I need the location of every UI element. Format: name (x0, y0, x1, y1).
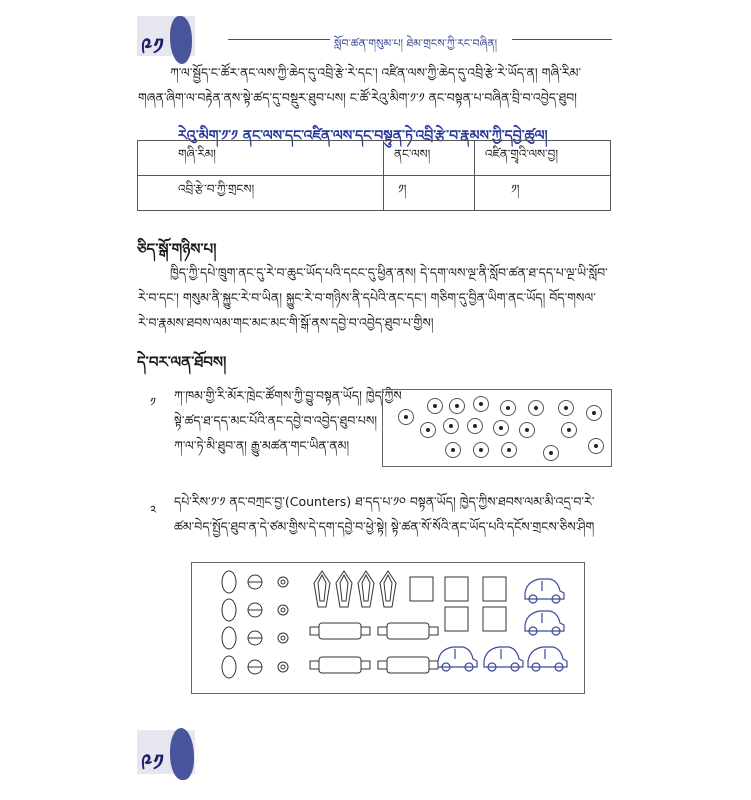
section1-line-1: ཁྱིད་ཀྱི་དཔེ་ཁྲུག་ནང་དུ་རེ་བ་ཆུང་ཡོད་པའི་དངང་དུ་ཕྱིན་ནས། དེ་དག་ལས་ལྔ་ནི་སློབ་ཚན་ཐ་དད་པ་ལྔ་ཡི་སློབ་ (170, 265, 608, 280)
table-cell: ༡། (384, 176, 475, 211)
exercise-number: ༡ (150, 395, 156, 409)
bead (420, 422, 436, 438)
table-cell: འཛིན་གྲྭའི་ལས་བྱ། (475, 141, 611, 176)
counters-drawing (192, 563, 584, 693)
exercise1-line-2: སྟེ་ཚད་ཐ་དད་མང་པོའི་ནང་དབྱེ་བ་འབྱེད་ཐུབ་པས། (174, 413, 378, 428)
exercise2-line-1: དཔེ་རིས་༡་༡ ནང་བཀྲང་བྱ་(Counters) ཐ་དད་པ་༡༠ བསྟན་ཡོད། ཁྱེད་ཀྱིས་ཐབས་ལམ་མི་འདྲ་བ་རེ་ (174, 494, 595, 509)
intro-line-2: གཞན་ཞིག་ལ་བརྟེན་ནས་སྟེ་ཚད་དུ་བསྡུར་ཐུབ་པས། ང་ཚོ་རེའུ་མིག་༡་༡ ནང་བསྟན་པ་བཞིན་བྲི་བ་འབྱེད་ཐུབ། (138, 90, 577, 105)
classification-table (137, 140, 611, 211)
counter-disc (222, 571, 236, 593)
counter-rod (378, 657, 438, 673)
bead (467, 418, 483, 434)
counter-square (445, 577, 468, 601)
counter-rod (310, 623, 370, 639)
table-row (138, 176, 611, 211)
decorative-figure (170, 16, 192, 64)
exercise2-line-2: ཚམ་བེད་སྤྱོད་ཐུབ་ན་དེ་ཙམ་གྱིས་དེ་དག་དབྱེ་བ་ཕྱེ་སྟེ། སྟེ་ཚན་སོ་སོའི་ནང་ཡོད་པའི་དངོས་གྲངས་ཅིས་ཤིག (174, 519, 595, 534)
bead (588, 438, 604, 454)
counter-square (410, 577, 433, 601)
counters-figure (191, 562, 585, 694)
running-title: སློབ་ཚན་གསུམ་པ། ཐེམ་གྲངས་ཀྱི་རང་བཞིན། (334, 37, 498, 50)
counter-disc (222, 627, 236, 649)
page-number: ༩༡ (141, 34, 165, 60)
counter-ring (278, 633, 288, 643)
bead (398, 409, 414, 425)
bead (500, 400, 516, 416)
beads-figure (382, 389, 612, 467)
bead (519, 422, 535, 438)
counter-disc (222, 656, 236, 678)
counter-square (483, 577, 506, 601)
header-rule-left (228, 39, 330, 40)
counter-car (438, 647, 477, 671)
section1-line-2: རེ་བ་དང་། གསུམ་ནི་སྐྱུང་རེ་བ་ཡིན། སྐྱུང་རེ་བ་གཉིས་ནི་དཔེའི་ནང་དང་། གཅིག་དུ་བྱིན་ཡིག་ནང་ཡོད། བོད་གསལ་ (138, 290, 596, 305)
intro-line-1: ཀ་ལ་སྦྱོད་ང་ཚོར་ནང་ལས་ཀྱི་ཆེད་དུ་འབྲི་རྩེ་རེ་དང་། འཛིན་ལས་ཀྱི་ཆེད་དུ་འབྲི་རྩེ་རེ་ཡོད་ན། གཞི་རིམ་ (170, 65, 582, 80)
bead (473, 396, 489, 412)
counter-rod (310, 657, 370, 673)
counter-square (445, 607, 468, 631)
counter-ring (278, 577, 288, 587)
bead (501, 442, 517, 458)
counter-gem (358, 571, 374, 607)
counter-disc (222, 599, 236, 621)
bead (558, 400, 574, 416)
table-title: རེའུ་མིག་༡་༡ ནང་ལས་དང་འཛིན་ལས་དང་བསྟུན་ཏེ་འབྲི་རྩེ་བ་རྣམས་ཀྱི་དབྱེ་ཚུལ། (178, 128, 548, 144)
bead (427, 398, 443, 414)
header-rule-right (512, 39, 612, 40)
table-cell: གཞི་རིམ། (138, 141, 384, 176)
counter-gem (314, 571, 330, 607)
section-heading: ཅིད་སྒོ་གཉིས་པ། (137, 240, 217, 258)
exercise1-line-3: ཀ་ལ་ཏེ་མི་ཐུབ་ན། རྒྱུ་མཚན་གང་ཡིན་ནམ། (174, 438, 350, 453)
exercise-number: ༢ (150, 503, 157, 517)
bead (586, 405, 602, 421)
counter-square (483, 607, 506, 631)
counter-car (484, 647, 523, 671)
bead (443, 418, 459, 434)
section1-line-3: རེ་བ་རྣམས་ཐབས་ལམ་གང་མང་མང་གི་སྒོ་ནས་དབྱེ་བ་འབྱེད་ཐུབ་པ་གྱིས། (138, 315, 434, 330)
counter-ring (278, 662, 288, 672)
section-heading: དེ་བར་ལན་ཐོབས། (137, 353, 227, 371)
counter-rod (378, 623, 438, 639)
bead (449, 398, 465, 414)
counter-gem (336, 571, 352, 607)
bead (543, 445, 559, 461)
counter-gem (380, 571, 396, 607)
table-header-row (138, 141, 611, 176)
counter-ring (278, 605, 288, 615)
bead (445, 442, 461, 458)
exercise1-line-1: ཀ་ཁམ་གྱི་རི་མོར་ཁྲེང་ཚོགས་ཀྱི་བྱུ་བསྟན་ཡོད། ཁྱེད་ཀྱིས (174, 388, 402, 403)
table-cell: ནང་ལས། (384, 141, 475, 176)
bead (528, 400, 544, 416)
counter-car (525, 579, 564, 603)
counter-car (525, 611, 564, 635)
bead (473, 442, 489, 458)
table-cell: ༡། (475, 176, 611, 211)
table-cell: འབྲི་རྩེ་བ་ཀྱི་གྲངས། (138, 176, 384, 211)
bead (493, 420, 509, 436)
counter-car (528, 647, 567, 671)
footer-page-number: ༩༡ (141, 750, 165, 776)
bead (561, 422, 577, 438)
